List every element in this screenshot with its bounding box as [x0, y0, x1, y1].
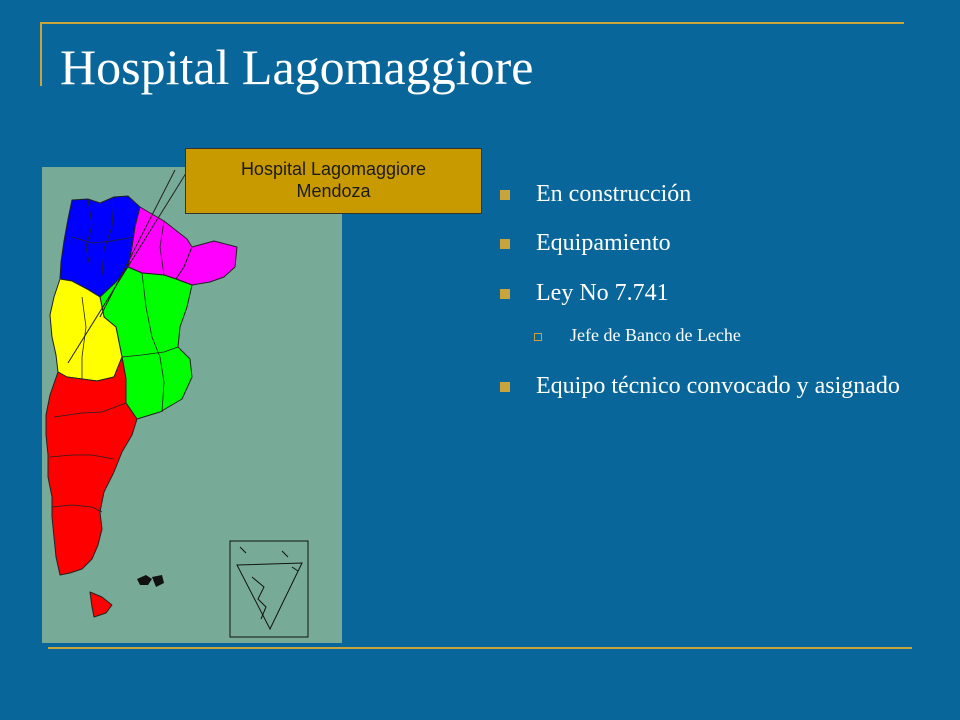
callout-line-1: Hospital Lagomaggiore	[240, 159, 427, 180]
antarctica-inset	[230, 541, 308, 637]
bullet-item: Ley No 7.741	[500, 277, 920, 309]
argentina-map	[42, 167, 342, 643]
frame-left-line	[40, 22, 42, 86]
argentina-map-panel	[42, 167, 342, 643]
slide-title: Hospital Lagomaggiore	[60, 39, 534, 95]
region-patagonia	[46, 357, 137, 575]
callout-box	[185, 148, 482, 214]
frame-bottom-line	[48, 647, 912, 649]
malvinas-islands	[137, 575, 164, 587]
bullet-list	[500, 178, 920, 419]
bullet-item: Equipo técnico convocado y asignado	[500, 370, 920, 402]
region-tierra-del-fuego	[90, 592, 112, 617]
sub-bullet-item: Jefe de Banco de Leche	[500, 324, 920, 347]
bullet-item: En construcción	[500, 178, 920, 210]
bullet-item: Equipamiento	[500, 227, 920, 259]
callout-line-2: Mendoza	[296, 181, 371, 201]
frame-top-line	[40, 22, 904, 24]
